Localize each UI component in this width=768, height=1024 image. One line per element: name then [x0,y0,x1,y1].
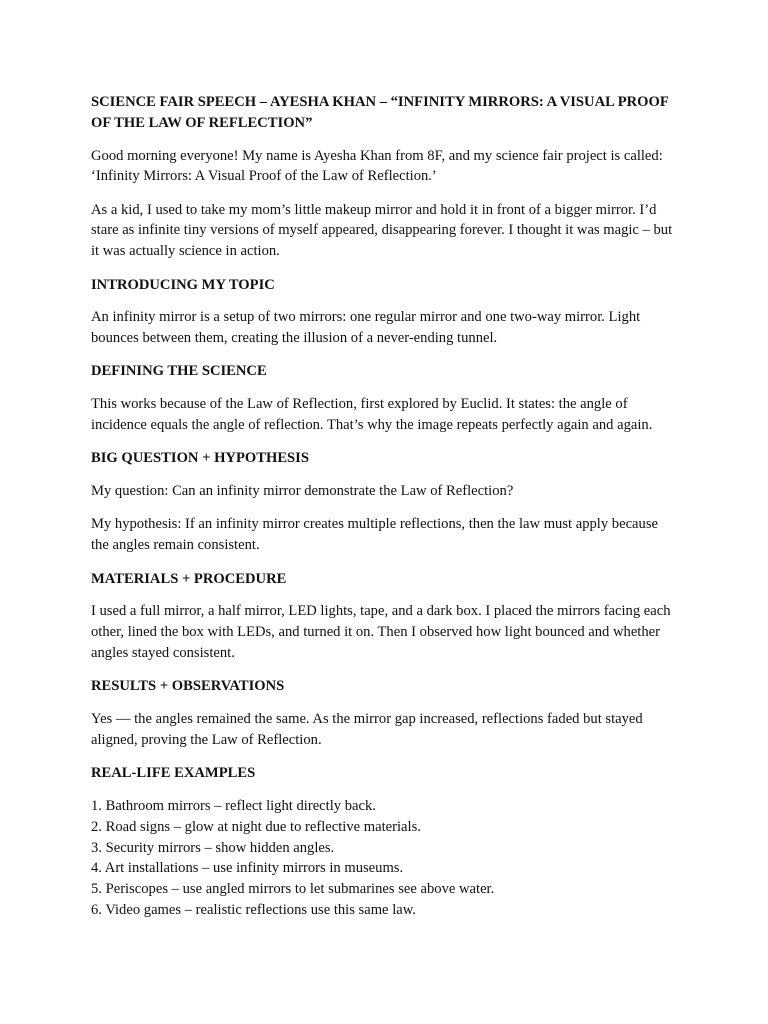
list-item: 4. Art installations – use infinity mirrors in museums. [91,860,404,877]
list-item: 6. Video games – realistic reflections use this same law. [91,901,416,918]
list-item: 2. Road signs – glow at night due to reflective materials. [91,818,421,835]
intro-paragraph: As a kid, I used to take my mom’s little makeup mirror and hold it in front of a bigger mirror. I’d stare as infinite tiny versions of myself appeared, disappearing forever. I thought it was magic – but it was actually science in action. [91,201,673,260]
examples-list [91,796,678,921]
list-item: 1. Bathroom mirrors – reflect light directly back. [91,797,376,814]
section-paragraph: My question: Can an infinity mirror demonstrate the Law of Reflection? [91,483,514,500]
document-title: SCIENCE FAIR SPEECH – AYESHA KHAN – “INFINITY MIRRORS: A VISUAL PROOF OF THE LAW OF REFLECTION” [91,94,669,131]
section-paragraph: I used a full mirror, a half mirror, LED lights, tape, and a dark box. I placed the mirrors facing each other, lined the box with LEDs, and turned it on. Then I observed how light bounced and whether angles stayed consistent. [91,603,671,661]
section-paragraph: This works because of the Law of Reflection, first explored by Euclid. It states: the angle of incidence equals the angle of reflection. That’s why the image repeats perfectly again and again. [91,396,653,434]
intro-paragraph: Good morning everyone! My name is Ayesha Khan from 8F, and my science fair project is called: ‘Infinity Mirrors: A Visual Proof of the Law of Reflection.’ [91,147,663,185]
section-heading-materials: MATERIALS + PROCEDURE [91,570,287,587]
section-heading-hypothesis: BIG QUESTION + HYPOTHESIS [91,450,309,467]
section-heading-examples: REAL-LIFE EXAMPLES [91,765,256,782]
section-paragraph: Yes — the angles remained the same. As the mirror gap increased, reflections faded but stayed aligned, proving the Law of Reflection. [91,711,643,748]
section-paragraph: My hypothesis: If an infinity mirror creates multiple reflections, then the law must apply because the angles remain consistent. [91,516,658,554]
list-item: 5. Periscopes – use angled mirrors to let submarines see above water. [91,881,495,898]
section-heading-science: DEFINING THE SCIENCE [91,363,267,380]
section-heading-topic: INTRODUCING MY TOPIC [91,276,275,293]
list-item: 3. Security mirrors – show hidden angles. [91,839,335,856]
section-paragraph: An infinity mirror is a setup of two mirrors: one regular mirror and one two-way mirror. Light bounces between them, creating the illusion of a never-ending tunnel. [91,309,641,347]
section-heading-results: RESULTS + OBSERVATIONS [91,678,285,695]
